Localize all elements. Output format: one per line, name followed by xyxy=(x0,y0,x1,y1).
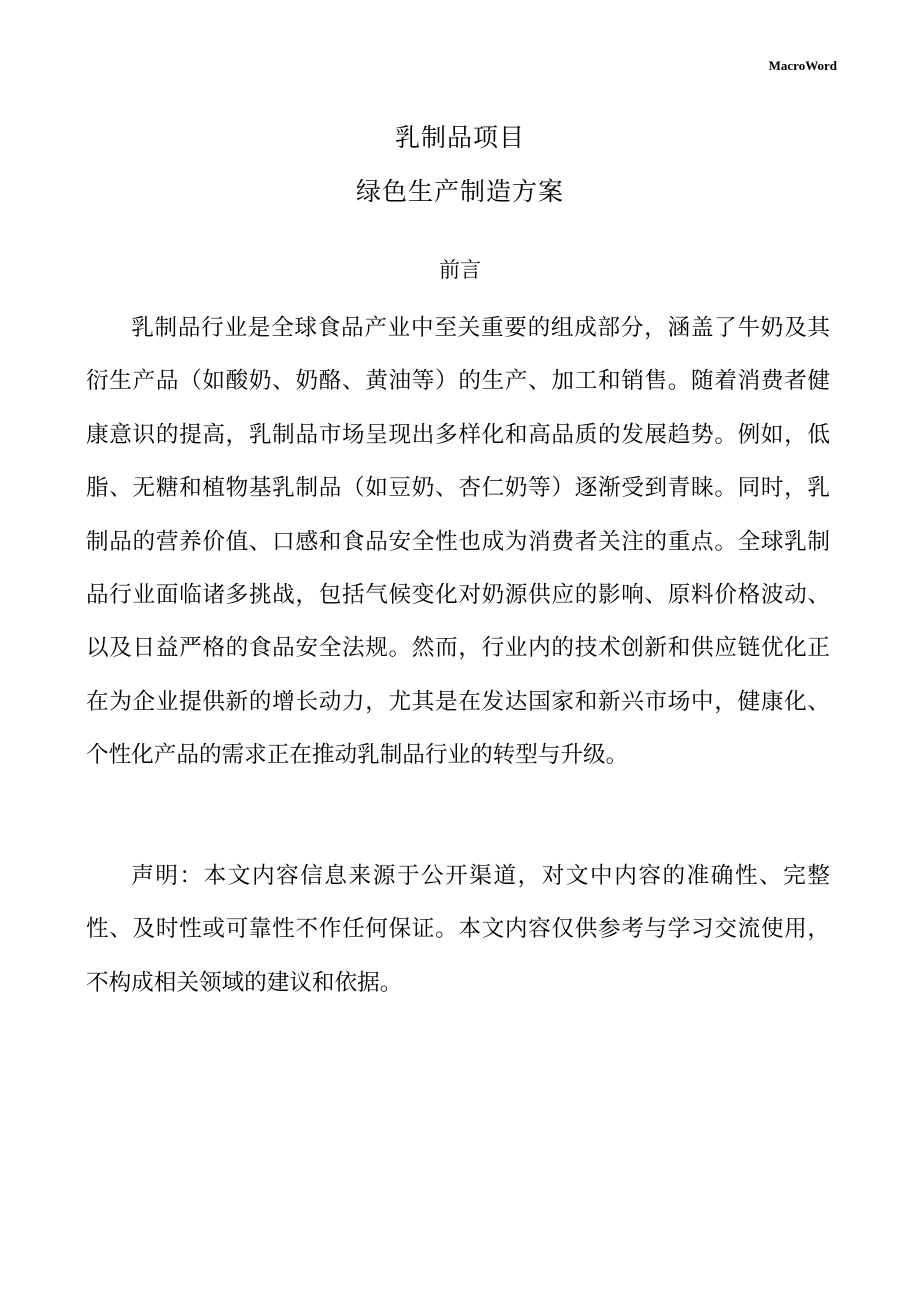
header-brand: MacroWord xyxy=(768,58,837,73)
document-title-line-2: 绿色生产制造方案 xyxy=(355,177,564,206)
body-paragraph: 乳制品行业是全球食品产业中至关重要的组成部分，涵盖了牛奶及其衍生产品（如酸奶、奶酪、黄油等）的生产、加工和销售。随着消费者健康意识的提高，乳制品市场呈现出多样化和高品质的发展趋势。例如，低脂、无糖和植物基乳制品（如豆奶、杏仁奶等）逐渐受到青睐。同时，乳制品的营养价值、口感和食品安全性也成为消费者关注的重点。全球乳制品行业面临诸多挑战，包括气候变化对奶源供应的影响、原料价格波动、以及日益严格的食品安全法规。然而，行业内的技术创新和供应链优化正在为企业提供新的增长动力，尤其是在发达国家和新兴市场中，健康化、个性化产品的需求正在推动乳制品行业的转型与升级。 xyxy=(86,315,830,769)
section-heading: 前言 xyxy=(439,258,481,282)
disclaimer-paragraph: 声明：本文内容信息来源于公开渠道，对文中内容的准确性、完整性、及时性或可靠性不作任何保证。本文内容仅供参考与学习交流使用，不构成相关领域的建议和依据。 xyxy=(86,863,830,996)
document-title-line-1: 乳制品项目 xyxy=(394,123,525,152)
